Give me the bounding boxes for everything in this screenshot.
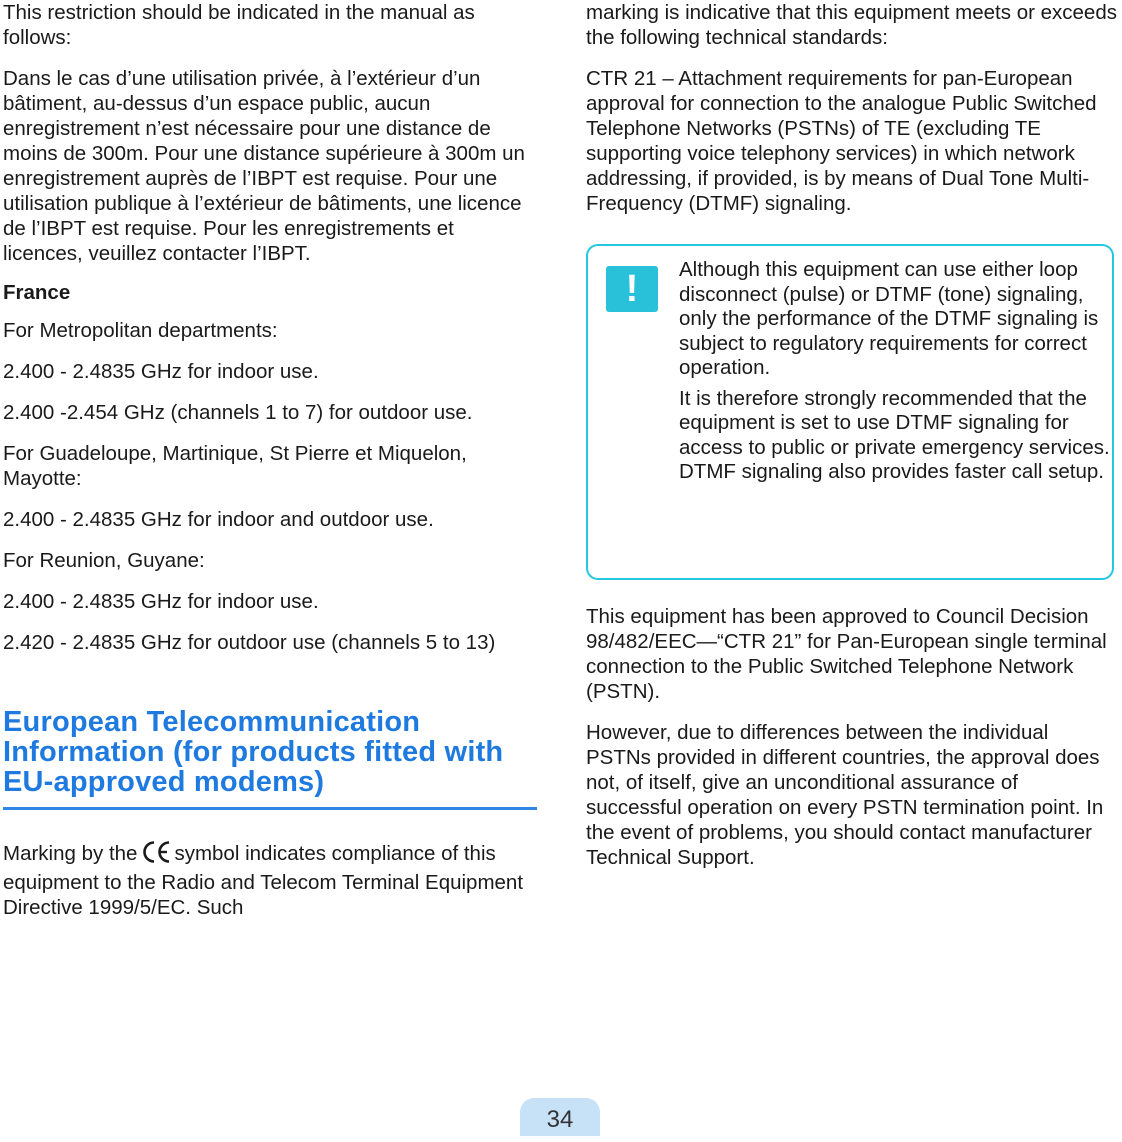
reunion-label: For Reunion, Guyane:: [3, 549, 205, 572]
france-heading: France: [3, 281, 71, 304]
right-column: [586, 0, 1118, 870]
approval-paragraph: This equipment has been approved to Council Decision 98/482/EEC—“CTR 21” for Pan-European single terminal connection to the Public Switched Telephone Network (PSTN).: [586, 605, 1107, 703]
guadeloupe-range: 2.400 - 2.4835 GHz for indoor and outdoor use.: [3, 508, 434, 531]
metropolitan-indoor: 2.400 - 2.4835 GHz for indoor use.: [3, 360, 319, 383]
reunion-indoor: 2.400 - 2.4835 GHz for indoor use.: [3, 590, 319, 613]
french-notice: Dans le cas d’une utilisation privée, à l’extérieur d’un bâtiment, au-dessus d’un espace public, aucun enregistrement n’est nécessaire pour une distance de moins de 300m. Pour une distance supérieure à 300m un enregistrement auprès de l’IBPT est requise. Pour une utilisation publique à l’extérieur de bâtiments, une licence de l’IBPT est requise. Pour les enregistrements et licences, veuillez contacter l’IBPT.: [3, 67, 525, 265]
guadeloupe-label: For Guadeloupe, Martinique, St Pierre et Miquelon, Mayotte:: [3, 442, 467, 490]
exclamation-icon: !: [606, 266, 658, 312]
ce-mark-icon: [141, 840, 171, 870]
note-text: [679, 258, 1111, 485]
pstn-differences-paragraph: However, due to differences between the individual PSTNs provided in different countries, the approval does not, of itself, give an unconditional assurance of successful operation on every PSTN termination point. In the event of problems, you should contact manufacturer Technical Support.: [586, 721, 1104, 869]
reunion-outdoor: 2.420 - 2.4835 GHz for outdoor use (channels 5 to 13): [3, 631, 496, 654]
page-number: 34: [520, 1098, 600, 1136]
section-title: European Telecommunication Information (for products fitted with EU-approved modems): [3, 706, 504, 798]
marking-text-after: symbol indicates compliance of this equipment to the Radio and Telecom Terminal Equipment Directive 1999/5/EC. Such: [3, 842, 524, 919]
restriction-intro: This restriction should be indicated in the manual as follows:: [3, 1, 475, 49]
ctr21-paragraph: CTR 21 – Attachment requirements for pan-European approval for connection to the analogue Public Switched Telephone Networks (PSTNs) of TE (excluding TE supporting voice telephony services) in which network addressing, if provided, is by means of Dual Tone Multi-Frequency (DTMF) signaling.: [586, 67, 1097, 215]
left-column: [3, 0, 537, 920]
marking-text-before: Marking by the: [3, 842, 138, 865]
marking-paragraph: [3, 840, 537, 920]
metropolitan-outdoor: 2.400 -2.454 GHz (channels 1 to 7) for outdoor use.: [3, 401, 473, 424]
title-divider: [3, 807, 537, 810]
standards-intro: marking is indicative that this equipment meets or exceeds the following technical standards:: [586, 1, 1117, 49]
note-paragraph-1: Although this equipment can use either loop disconnect (pulse) or DTMF (tone) signaling, only the performance of the DTMF signaling is subject to regulatory requirements for correct operation.: [679, 258, 1099, 379]
metropolitan-label: For Metropolitan departments:: [3, 319, 278, 342]
note-box: [586, 244, 1114, 580]
note-paragraph-2: It is therefore strongly recommended that the equipment is set to use DTMF signaling for access to public or private emergency services. DTMF signaling also provides faster call setup.: [679, 386, 1110, 483]
